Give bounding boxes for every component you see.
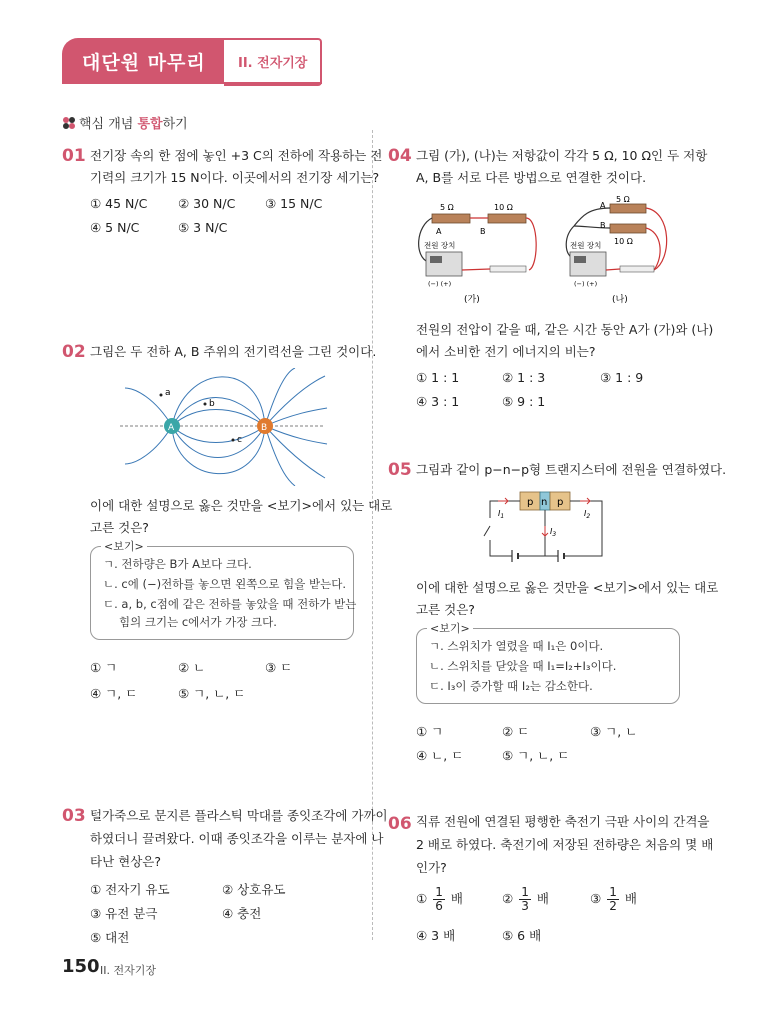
option[interactable]: ① ㄱ [416, 724, 444, 739]
header-underline [62, 82, 322, 84]
question-text-line: 이에 대한 설명으로 옳은 것만을 <보기>에서 있는 대로 [416, 580, 719, 595]
label-10ohm: 10 Ω [494, 203, 513, 212]
bogi-title: <보기> [101, 538, 147, 554]
caption-ga: (가) [464, 295, 480, 305]
transistor-figure [478, 488, 610, 564]
question-text-line: 하였더니 끌려왔다. 이때 종잇조각을 이루는 분자에 나 [90, 831, 384, 846]
field-lines-figure [115, 368, 330, 486]
bogi-item: ㄴ. 스위치를 닫았을 때 I₁=I₂+I₃이다. [429, 659, 617, 673]
option[interactable]: ③ 유전 분극 [90, 906, 158, 921]
option[interactable]: ④ 3 : 1 [416, 394, 460, 409]
label-power: 전원 장치 [570, 241, 602, 250]
charge-a-label: A [168, 423, 175, 433]
section-pre: 핵심 개념 [79, 117, 138, 132]
option[interactable]: ② 1 : 3 [502, 370, 546, 385]
circuit-na [566, 196, 666, 305]
label-I2: $I_2$ [584, 509, 591, 520]
option[interactable]: ② 30 N/C [178, 196, 236, 211]
option[interactable]: ② ㄴ [178, 660, 206, 675]
label-polarity: (−) (+) [574, 280, 598, 288]
circuit-ga [419, 203, 537, 305]
option[interactable]: ⑤ 9 : 1 [502, 394, 546, 409]
question-text-line: 에서 소비한 전기 에너지의 비는? [416, 344, 596, 359]
option[interactable]: ① ㄱ [90, 660, 118, 675]
label-I1: $I_1$ [498, 509, 505, 520]
label-A: A [600, 201, 606, 210]
label-polarity: (−) (+) [428, 280, 452, 288]
section-post: 하기 [162, 117, 188, 132]
label-10ohm: 10 Ω [614, 237, 633, 246]
label-B: B [480, 227, 486, 236]
question-text-line: 이에 대한 설명으로 옳은 것만을 <보기>에서 있는 대로 [90, 498, 393, 513]
option[interactable]: ① $\frac{1}{6}$ 배 [416, 885, 463, 913]
label-p1: p [527, 497, 534, 508]
question-number: 06 [388, 814, 412, 834]
bogi-box [90, 540, 357, 640]
question-number: 04 [388, 146, 412, 166]
label-power: 전원 장치 [424, 241, 456, 250]
question-text-line: 고른 것은? [416, 602, 475, 617]
option[interactable]: ⑤ 3 N/C [178, 220, 228, 235]
bogi-item: 힘의 크기는 c에서가 가장 크다. [119, 615, 277, 629]
bogi-box [416, 622, 680, 704]
section-heading [62, 113, 188, 132]
option[interactable]: ⑤ 대전 [90, 930, 130, 945]
option[interactable]: ① 전자기 유도 [90, 882, 170, 897]
question-number: 01 [62, 146, 86, 166]
option[interactable]: ④ ㄱ, ㄷ [90, 686, 138, 701]
question-text-line: 고른 것은? [90, 520, 149, 535]
label-n: n [541, 497, 548, 508]
option[interactable]: ⑤ ㄱ, ㄴ, ㄷ [502, 748, 570, 763]
question-text-line: 그림 (가), (나)는 저항값이 각각 5 Ω, 10 Ω인 두 저항 [416, 148, 708, 163]
bogi-item: ㄷ. I₃이 증가할 때 I₂는 감소한다. [429, 679, 593, 693]
option[interactable]: ③ 1 : 9 [600, 370, 644, 385]
section-highlight: 통합 [137, 117, 163, 132]
option[interactable]: ④ ㄴ, ㄷ [416, 748, 464, 763]
point-a-label: a [165, 388, 171, 398]
circuit-figure [414, 196, 674, 308]
option[interactable]: ① 1 : 1 [416, 370, 460, 385]
option[interactable]: ⑤ 6 배 [502, 928, 542, 943]
option[interactable]: ② ㄷ [502, 724, 530, 739]
header-title: 대단원 마무리 [82, 52, 206, 74]
clover-icon [62, 117, 76, 129]
label-I3: $I_3$ [550, 527, 557, 538]
bogi-item: ㄷ. a, b, c점에 같은 전하를 놓았을 때 전하가 받는 [103, 597, 357, 611]
label-A: A [436, 227, 442, 236]
chapter-header [62, 38, 322, 84]
option[interactable]: ④ 3 배 [416, 928, 456, 943]
label-5ohm: 5 Ω [616, 196, 630, 204]
option[interactable]: ③ ㄷ [265, 660, 293, 675]
bogi-item: ㄱ. 전하량은 B가 A보다 크다. [103, 557, 252, 571]
header-subtitle: II. 전자기장 [238, 56, 308, 71]
page-number: 150 [62, 956, 100, 977]
question-text-line: 털가죽으로 문지른 플라스틱 막대를 종잇조각에 가까이 [90, 808, 388, 823]
question-text-line: 전기장 속의 한 점에 놓인 +3 C의 전하에 작용하는 전 [90, 148, 383, 163]
question-text-line: A, B를 서로 다른 방법으로 연결한 것이다. [416, 170, 647, 185]
option[interactable]: ③ $\frac{1}{2}$ 배 [590, 885, 637, 913]
question-text-line: 그림은 두 전하 A, B 주위의 전기력선을 그린 것이다. [90, 344, 377, 359]
bogi-item: ㄴ. c에 (−)전하를 놓으면 왼쪽으로 힘을 받는다. [103, 577, 347, 591]
option[interactable]: ③ 15 N/C [265, 196, 323, 211]
question-text-line: 전원의 전압이 같을 때, 같은 시간 동안 A가 (가)와 (나) [416, 322, 714, 337]
bogi-title: <보기> [427, 620, 473, 636]
option[interactable]: ④ 5 N/C [90, 220, 140, 235]
question-text-line: 기력의 크기가 15 N이다. 이곳에서의 전기장 세기는? [90, 170, 380, 185]
question-text-line: 2 배로 하였다. 축전기에 저장된 전하량은 처음의 몇 배 [416, 837, 714, 852]
header-subtitle-box [224, 38, 322, 86]
option[interactable]: ② 상호유도 [222, 882, 286, 897]
option[interactable]: ⑤ ㄱ, ㄴ, ㄷ [178, 686, 246, 701]
label-5ohm: 5 Ω [440, 203, 454, 212]
caption-na: (나) [612, 295, 628, 305]
charge-b-label: B [261, 423, 268, 433]
point-b-label: b [209, 399, 215, 409]
option[interactable]: ③ ㄱ, ㄴ [590, 724, 638, 739]
question-text-line: 타난 현상은? [90, 854, 161, 869]
question-text-line: 직류 전원에 연결된 평행한 축전기 극판 사이의 간격을 [416, 814, 710, 829]
question-text-line: 그림과 같이 p−n−p형 트랜지스터에 전원을 연결하였다. [416, 462, 727, 477]
question-number: 05 [388, 460, 412, 480]
question-number: 03 [62, 806, 86, 826]
bogi-item: ㄱ. 스위치가 열렸을 때 I₁은 0이다. [429, 639, 604, 653]
point-c-label: c [237, 435, 242, 445]
question-number: 02 [62, 342, 86, 362]
header-tab [62, 38, 224, 84]
label-B: B [600, 221, 606, 230]
option[interactable]: ① 45 N/C [90, 196, 148, 211]
label-p2: p [557, 497, 564, 508]
option[interactable]: ② $\frac{1}{3}$ 배 [502, 885, 549, 913]
footer-label: II. 전자기장 [100, 964, 156, 977]
option[interactable]: ④ 충전 [222, 906, 262, 921]
question-text-line: 인가? [416, 860, 447, 875]
